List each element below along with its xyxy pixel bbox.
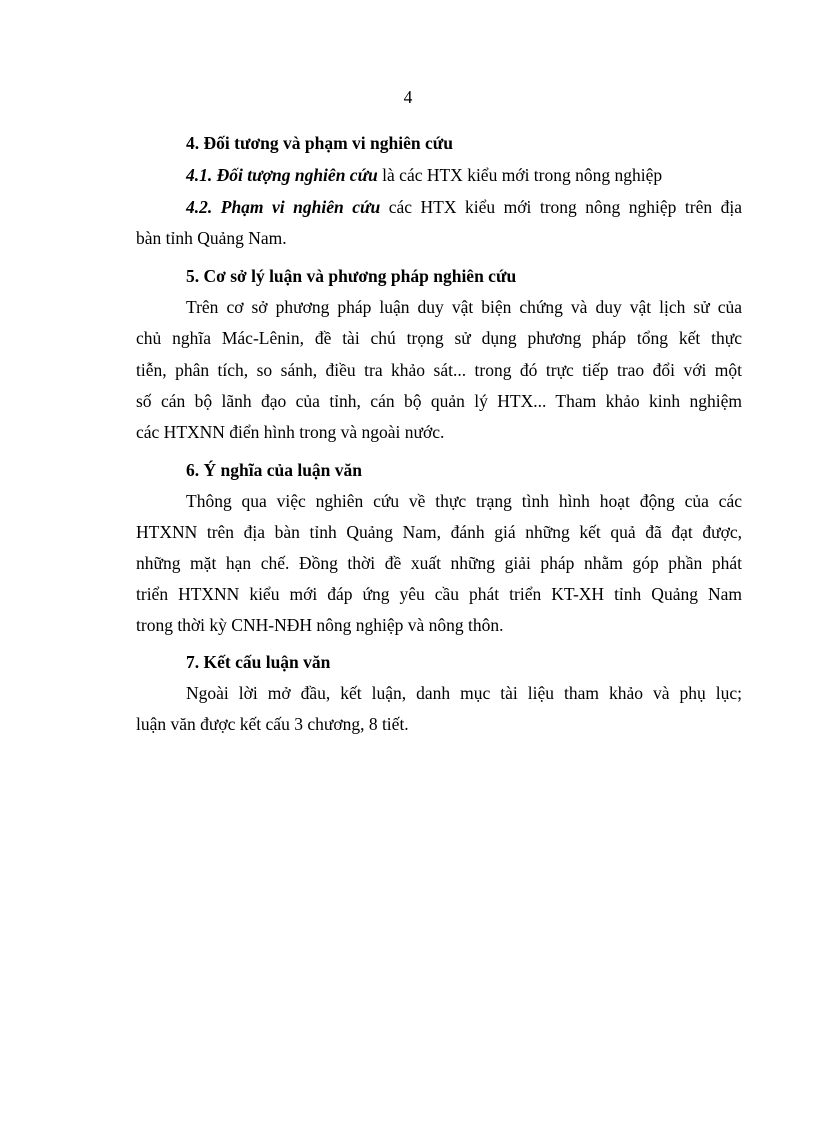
heading-section-4: 4. Đối tương và phạm vi nghiên cứu bbox=[186, 133, 453, 153]
heading-section-5: 5. Cơ sở lý luận và phương pháp nghiên cứu bbox=[186, 266, 517, 286]
heading-section-6: 6. Ý nghĩa của luận văn bbox=[186, 460, 363, 480]
label-4-1: 4.1. Đối tượng nghiên cứu bbox=[186, 165, 378, 185]
text-line: triển HTXNN kiểu mới đáp ứng yêu cầu phát triển KT-XH tỉnh Quảng Nam bbox=[136, 584, 742, 604]
paragraph-4-1 bbox=[186, 165, 742, 185]
label-4-2: 4.2. Phạm vi nghiên cứu bbox=[186, 197, 381, 217]
text-line: Trên cơ sở phương pháp luận duy vật biện chứng và duy vật lịch sử của bbox=[186, 297, 742, 317]
paragraph-4-2 bbox=[186, 197, 742, 217]
text-line: các HTXNN điển hình trong và ngoài nước. bbox=[136, 422, 445, 442]
text-line: luận văn được kết cấu 3 chương, 8 tiết. bbox=[136, 714, 409, 734]
text-line: những mặt hạn chế. Đồng thời đề xuất những giải pháp nhằm góp phần phát bbox=[136, 553, 742, 573]
text-line: Ngoài lời mở đầu, kết luận, danh mục tài liệu tham khảo và phụ lục; bbox=[186, 683, 742, 703]
text-line: trong thời kỳ CNH-NĐH nông nghiệp và nông thôn. bbox=[136, 615, 504, 635]
text-line: tiễn, phân tích, so sánh, điều tra khảo sát... trong đó trực tiếp trao đổi với một bbox=[136, 360, 742, 380]
heading-section-7: 7. Kết cấu luận văn bbox=[186, 652, 331, 672]
text-4-1: là các HTX kiểu mới trong nông nghiệp bbox=[377, 165, 663, 185]
text-line: chủ nghĩa Mác-Lênin, đề tài chú trọng sử dụng phương pháp tổng kết thực bbox=[136, 328, 742, 348]
text-line: số cán bộ lãnh đạo của tỉnh, cán bộ quản lý HTX... Tham khảo kinh nghiệm bbox=[136, 391, 742, 411]
page-number: 4 bbox=[403, 87, 413, 107]
text-line: Thông qua việc nghiên cứu về thực trạng tình hình hoạt động của các bbox=[186, 491, 742, 511]
text-4-2: các HTX kiểu mới trong nông nghiệp trên địa bbox=[380, 197, 743, 217]
text-4-2-line2: bàn tỉnh Quảng Nam. bbox=[136, 228, 287, 248]
text-line: HTXNN trên địa bàn tỉnh Quảng Nam, đánh giá những kết quả đã đạt được, bbox=[136, 522, 742, 542]
